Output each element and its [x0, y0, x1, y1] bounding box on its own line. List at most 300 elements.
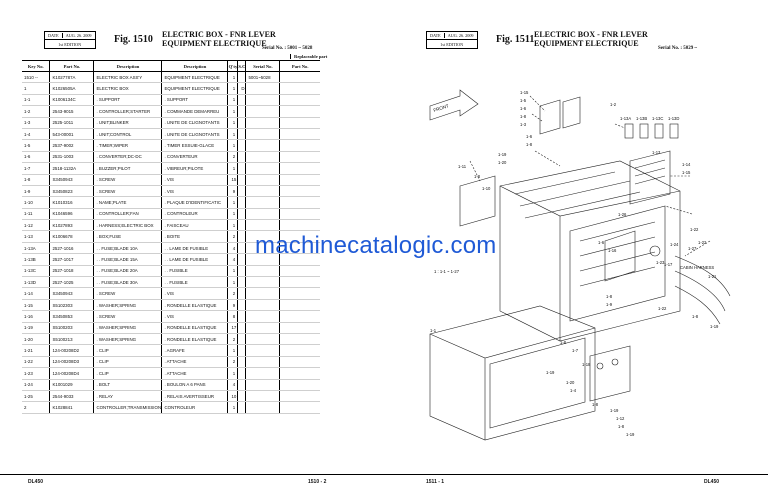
part-no-cell: S3450943: [50, 288, 94, 299]
callout-label: 1-2: [610, 102, 617, 107]
edition-label: 1st EDITION: [58, 41, 82, 47]
sc-cell: [238, 220, 246, 231]
figure-title-fr: EQUIPMENT ELECTRIQUE: [534, 39, 639, 48]
table-row: [22, 117, 320, 128]
description-en-cell: . CLIP: [94, 356, 162, 367]
description-en-cell: . UNIT;BLINKER: [94, 117, 162, 128]
repl-part-cell: [280, 402, 320, 413]
part-no-cell: 2543-9015: [50, 106, 94, 117]
description-fr-cell: . ATTACHE: [162, 356, 228, 367]
key-no-cell: 1: [22, 83, 50, 94]
col-part-no: Part No.: [50, 61, 94, 72]
description-en-cell: . SUPPORT: [94, 94, 162, 105]
description-en-cell: . SCREW: [94, 185, 162, 196]
callout-label: 1-22: [698, 240, 707, 245]
serial-cell: [246, 368, 280, 379]
description-en-cell: . BUZZER;PILOT: [94, 163, 162, 174]
description-fr-cell: . SUPPORT: [162, 94, 228, 105]
page-number: 1510 - 2: [308, 479, 327, 485]
key-no-cell: 1-14: [22, 288, 50, 299]
callout-label: 1-6: [598, 240, 605, 245]
table-row: [22, 140, 320, 151]
callout-label: 1-22: [658, 306, 667, 311]
description-fr-cell: . VIS: [162, 311, 228, 322]
serial-cell: [246, 151, 280, 162]
sc-cell: [238, 311, 246, 322]
table-row: [22, 72, 320, 83]
part-no-cell: 543-00001: [50, 128, 94, 139]
repl-part-cell: [280, 174, 320, 185]
front-label: FRONT: [432, 103, 450, 113]
serial-cell: [246, 208, 280, 219]
sc-cell: [238, 333, 246, 344]
qty-cell: 2: [228, 356, 238, 367]
part-no-cell: K1010316: [50, 197, 94, 208]
callout-label: 1-13: [652, 150, 661, 155]
qty-cell: 10: [228, 390, 238, 401]
description-en-cell: ELECTRIC BOX ASS'Y: [94, 72, 162, 83]
sc-cell: [238, 231, 246, 242]
part-no-cell: 124-00208D2: [50, 345, 94, 356]
description-fr-cell: . . FUSIBLE: [162, 265, 228, 276]
key-no-cell: 1-2: [22, 106, 50, 117]
callout-label: 1-15: [520, 90, 529, 95]
callout-label: 1-5: [520, 98, 527, 103]
description-fr-cell: . RONDELLE ELASTIQUE: [162, 299, 228, 310]
sc-cell: [238, 106, 246, 117]
fuse-13a: [625, 124, 633, 138]
table-row: [22, 174, 320, 185]
repl-part-cell: [280, 72, 320, 83]
key-no-cell: 1-8: [22, 174, 50, 185]
callout-label: 1-13B: [636, 116, 648, 121]
key-no-cell: 1-7: [22, 163, 50, 174]
exploded-parts-diagram: [420, 66, 750, 466]
repl-part-cell: [280, 345, 320, 356]
table-row: [22, 402, 320, 413]
repl-part-cell: [280, 356, 320, 367]
description-en-cell: . CONTROLLER;STARTER: [94, 106, 162, 117]
part-no-cell: 2525-1011: [50, 117, 94, 128]
description-fr-cell: . PLAQUE D'IDENTIFICATIC: [162, 197, 228, 208]
part-no-cell: S3450943: [50, 174, 94, 185]
repl-part-cell: [280, 368, 320, 379]
table-row: [22, 94, 320, 105]
sc-cell: [238, 390, 246, 401]
repl-part-cell: [280, 333, 320, 344]
key-no-cell: 1-16: [22, 311, 50, 322]
description-fr-cell: . COMMANDE DEMARREU: [162, 106, 228, 117]
table-row: [22, 345, 320, 356]
serial-cell: [246, 345, 280, 356]
key-no-cell: 1-23: [22, 368, 50, 379]
table-row: [22, 185, 320, 196]
serial-cell: [246, 311, 280, 322]
part-no-cell: S3450853: [50, 311, 94, 322]
description-en-cell: . TIMER;WIPER: [94, 140, 162, 151]
part-no-cell: 124-00208D3: [50, 356, 94, 367]
table-row: [22, 390, 320, 401]
serial-cell: [246, 197, 280, 208]
description-fr-cell: EQUIPMENT ELECTRIQUE: [162, 83, 228, 94]
serial-cell: [246, 185, 280, 196]
callout-label: 1-8: [560, 340, 567, 345]
table-header-row: [22, 61, 320, 72]
date-label: DATE: [45, 33, 63, 38]
col-key-no: Key No.: [22, 61, 50, 72]
table-row: [22, 208, 320, 219]
description-fr-cell: EQUIPMENT ELECTRIQUE: [162, 72, 228, 83]
table-row: [22, 322, 320, 333]
col-description-fr: Description: [162, 61, 228, 72]
callout-label: 1-4: [570, 388, 577, 393]
lower-enclosure: [430, 306, 595, 440]
inner-rails: [580, 222, 655, 286]
part-no-cell: S5100203: [50, 322, 94, 333]
sc-cell: D: [238, 83, 246, 94]
part-no-cell: S5102303: [50, 299, 94, 310]
serial-range: Serial No. : 5029 ~: [658, 46, 698, 51]
sc-cell: [238, 322, 246, 333]
sc-cell: [238, 402, 246, 413]
qty-cell: 9: [228, 185, 238, 196]
callout-label: 1-8: [606, 294, 613, 299]
table-row: [22, 379, 320, 390]
key-no-cell: 1-15: [22, 299, 50, 310]
description-en-cell: . NAME;PLATE: [94, 197, 162, 208]
description-fr-cell: . AGRAFE: [162, 345, 228, 356]
table-row: [22, 356, 320, 367]
qty-cell: 1: [228, 106, 238, 117]
qty-cell: 2: [228, 288, 238, 299]
part-no-cell: K1006678: [50, 231, 94, 242]
description-fr-cell: . BOULON A 6 PANS: [162, 379, 228, 390]
sc-cell: [238, 277, 246, 288]
part-no-cell: S3450823: [50, 185, 94, 196]
description-fr-cell: . . LAME DE FUSIBLE: [162, 254, 228, 265]
qty-cell: 1: [228, 208, 238, 219]
left-footer: [0, 474, 384, 485]
repl-part-cell: [280, 220, 320, 231]
part-no-cell: 2527-1018: [50, 265, 94, 276]
callout-label: 1-23: [656, 260, 665, 265]
callout-label: 1-8: [474, 174, 481, 179]
front-arrow: [430, 90, 478, 120]
serial-cell: [246, 333, 280, 344]
part-no-cell: K1026505A: [50, 83, 94, 94]
key-no-cell: 1-21: [22, 345, 50, 356]
serial-cell: [246, 288, 280, 299]
key-no-cell: 1510 --: [22, 72, 50, 83]
qty-cell: 4: [228, 379, 238, 390]
table-row: [22, 299, 320, 310]
part-no-cell: K1027787A: [50, 72, 94, 83]
main-box-top-edge: [500, 186, 680, 216]
sc-cell: [238, 117, 246, 128]
part-no-cell: 2527-1017: [50, 254, 94, 265]
part-no-cell: 124-00208D4: [50, 368, 94, 379]
serial-cell: [246, 140, 280, 151]
description-fr-cell: CONTROLEUR: [162, 402, 228, 413]
repl-part-cell: [280, 163, 320, 174]
description-fr-cell: . TIMER ESSUIE-GLACE: [162, 140, 228, 151]
description-fr-cell: . RONDELLE ELASTIQUE: [162, 333, 228, 344]
repl-part-cell: [280, 311, 320, 322]
callout-label: 1-20: [566, 380, 575, 385]
callout-label: 1-26: [618, 212, 627, 217]
key-no-cell: 1-4: [22, 128, 50, 139]
repl-part-cell: [280, 379, 320, 390]
callout-label: 1-13C: [652, 116, 664, 121]
key-no-cell: 2: [22, 402, 50, 413]
connector-a: [597, 363, 603, 369]
serial-cell: [246, 128, 280, 139]
serial-cell: [246, 220, 280, 231]
description-en-cell: . WASHER;SPRING: [94, 299, 162, 310]
key-no-cell: 1-13B: [22, 254, 50, 265]
description-en-cell: . SCREW: [94, 174, 162, 185]
fuse-13d: [670, 124, 678, 138]
col-repl-part-no: Part No.: [280, 61, 320, 72]
qty-cell: 2: [228, 231, 238, 242]
qty-cell: 1: [228, 72, 238, 83]
col-sc: S.C: [238, 61, 246, 72]
callout-label: 1-22: [690, 227, 699, 232]
table-row: [22, 163, 320, 174]
callout-label: 1-9: [606, 302, 613, 307]
repl-part-cell: [280, 140, 320, 151]
callout-label: 1-21: [708, 274, 717, 279]
description-fr-cell: . RONDELLE ELASTIQUE: [162, 322, 228, 333]
key-no-cell: 1-19: [22, 322, 50, 333]
callout-label: 1-13A: [620, 116, 632, 121]
sc-cell: [238, 208, 246, 219]
callout-label: 1-18: [582, 362, 591, 367]
description-fr-cell: . VIS: [162, 288, 228, 299]
sc-cell: [238, 72, 246, 83]
repl-part-cell: [280, 197, 320, 208]
description-en-cell: . CONVERTER;DC-DC: [94, 151, 162, 162]
part-no-cell: K1001029: [50, 379, 94, 390]
callout-label: 1-20: [498, 160, 507, 165]
fuse-13b: [640, 124, 648, 138]
sc-cell: [238, 163, 246, 174]
callout-label: 1-27: [688, 246, 697, 251]
qty-cell: 1: [228, 345, 238, 356]
repl-part-cell: [280, 288, 320, 299]
sc-cell: [238, 197, 246, 208]
callout-label: 1-6: [526, 134, 533, 139]
fan-controller: [460, 176, 495, 226]
col-qty: Q'ty: [228, 61, 238, 72]
part-no-cell: 2544-9033: [50, 390, 94, 401]
serial-cell: [246, 322, 280, 333]
edition-label: 1st EDITION: [440, 41, 464, 47]
main-box-outline: [500, 161, 680, 341]
buzzer: [650, 246, 660, 256]
key-no-cell: 1-10: [22, 197, 50, 208]
serial-cell: [246, 265, 280, 276]
description-en-cell: . . FUSE;BLADE 10A: [94, 242, 162, 253]
sc-cell: [238, 185, 246, 196]
sc-cell: [238, 128, 246, 139]
callout-label: 1-14: [682, 162, 691, 167]
description-en-cell: . RELAY: [94, 390, 162, 401]
description-en-cell: . CLIP: [94, 345, 162, 356]
table-row: [22, 151, 320, 162]
figure-number: Fig. 1510: [114, 34, 153, 45]
key-no-cell: 1-24: [22, 379, 50, 390]
sc-cell: [238, 345, 246, 356]
callout-label: 1-11: [458, 164, 467, 169]
description-en-cell: CONTROLLER;TRANSMISSION: [94, 402, 162, 413]
table-row: [22, 197, 320, 208]
serial-cell: [246, 390, 280, 401]
qty-cell: 1: [228, 220, 238, 231]
qty-cell: 9: [228, 299, 238, 310]
description-en-cell: . . FUSE;BLADE 30A: [94, 277, 162, 288]
part-no-cell: K1006134C: [50, 94, 94, 105]
callout-label: 1-24: [670, 242, 679, 247]
description-en-cell: . BOX;FUSE: [94, 231, 162, 242]
callout-label: 1-12: [616, 416, 625, 421]
sc-cell: [238, 265, 246, 276]
qty-cell: 1: [228, 117, 238, 128]
description-fr-cell: . VIS: [162, 174, 228, 185]
serial-cell: [246, 106, 280, 117]
serial-cell: 5001~5028: [246, 72, 280, 83]
description-fr-cell: . UNITE DE CLIGNOTANTS: [162, 117, 228, 128]
qty-cell: 1: [228, 277, 238, 288]
repl-part-cell: [280, 265, 320, 276]
description-en-cell: . CLIP: [94, 368, 162, 379]
table-row: [22, 220, 320, 231]
sc-cell: [238, 242, 246, 253]
qty-cell: 1: [228, 163, 238, 174]
description-fr-cell: . RELAIS AVERTISSEUR: [162, 390, 228, 401]
callout-label: 1-19: [498, 152, 507, 157]
description-en-cell: . UNIT;CONTROL: [94, 128, 162, 139]
repl-part-cell: [280, 277, 320, 288]
sc-cell: [238, 299, 246, 310]
repl-part-cell: [280, 106, 320, 117]
callout-label: 1-8: [520, 114, 527, 119]
key-no-cell: 1-3: [22, 117, 50, 128]
key-no-cell: 1-12: [22, 220, 50, 231]
relay-units: [540, 97, 580, 134]
date-box: [426, 31, 478, 49]
figure-title-en: ELECTRIC BOX - FNR LEVER: [162, 30, 276, 39]
description-en-cell: . WASHER;SPRING: [94, 322, 162, 333]
key-no-cell: 1-25: [22, 390, 50, 401]
qty-cell: 1: [228, 94, 238, 105]
table-row: [22, 128, 320, 139]
key-no-cell: 1-13A: [22, 242, 50, 253]
repl-part-cell: [280, 322, 320, 333]
callout-label: 1-8: [692, 314, 699, 319]
key-no-cell: 1-5: [22, 140, 50, 151]
table-row: [22, 83, 320, 94]
replaceable-part-header: Replaceable part: [290, 54, 327, 59]
serial-cell: [246, 277, 280, 288]
qty-cell: 1: [228, 140, 238, 151]
description-en-cell: . . FUSE;BLADE 20A: [94, 265, 162, 276]
fuse-box: [630, 151, 670, 204]
repl-part-cell: [280, 83, 320, 94]
key-no-cell: 1-11: [22, 208, 50, 219]
qty-cell: 2: [228, 333, 238, 344]
sc-cell: [238, 174, 246, 185]
key-no-cell: 1-13: [22, 231, 50, 242]
serial-cell: [246, 117, 280, 128]
description-fr-cell: . CONVERTEUR: [162, 151, 228, 162]
qty-cell: 1: [228, 402, 238, 413]
figure-number: Fig. 1511: [496, 34, 535, 45]
serial-cell: [246, 163, 280, 174]
sc-cell: [238, 368, 246, 379]
qty-cell: 1: [228, 128, 238, 139]
callout-label: 1-13D: [668, 116, 680, 121]
description-en-cell: . SCREW: [94, 288, 162, 299]
description-en-cell: . . FUSE;BLADE 15A: [94, 254, 162, 265]
callout-label: 1-8: [526, 142, 533, 147]
cabin-harness-label: CABIN HARNESS: [680, 265, 715, 270]
right-footer: [384, 474, 768, 485]
repl-part-cell: [280, 151, 320, 162]
key-no-cell: 1-9: [22, 185, 50, 196]
serial-cell: [246, 402, 280, 413]
part-no-cell: 2537-9002: [50, 140, 94, 151]
description-fr-cell: . UNITE DE CLIGNOTANTS: [162, 128, 228, 139]
watermark-text: machinecatalogic.com: [255, 232, 497, 259]
part-no-cell: S5100213: [50, 333, 94, 344]
date-label: DATE: [427, 33, 445, 38]
qty-cell: 1: [228, 265, 238, 276]
table-row: [22, 106, 320, 117]
serial-cell: [246, 379, 280, 390]
callout-label: 1-15: [682, 170, 691, 175]
table-row: [22, 333, 320, 344]
part-no-cell: K1027893: [50, 220, 94, 231]
serial-cell: [246, 174, 280, 185]
key-no-cell: 1-20: [22, 333, 50, 344]
table-row: [22, 368, 320, 379]
callout-label: 1-8: [618, 424, 625, 429]
key-no-cell: 1-13C: [22, 265, 50, 276]
model-label: DL450: [704, 479, 720, 485]
callout-label: 1-3: [520, 122, 527, 127]
qty-cell: 15: [228, 174, 238, 185]
callout-label: 1-19: [546, 370, 555, 375]
description-en-cell: . CONTROLLER;FAN: [94, 208, 162, 219]
col-description-en: Description: [94, 61, 162, 72]
description-fr-cell: . CONTROLEUR: [162, 208, 228, 219]
key-no-cell: 1-22: [22, 356, 50, 367]
description-en-cell: . SCREW: [94, 311, 162, 322]
sc-cell: [238, 379, 246, 390]
serial-cell: [246, 83, 280, 94]
repl-part-cell: [280, 185, 320, 196]
qty-cell: 4: [228, 242, 238, 253]
callout-label: 1-19: [710, 324, 719, 329]
repl-part-cell: [280, 128, 320, 139]
callout-label: 1-17: [664, 262, 673, 267]
qty-cell: 8: [228, 311, 238, 322]
sc-cell: [238, 288, 246, 299]
description-fr-cell: . . FUSIBLE: [162, 277, 228, 288]
date-box: [44, 31, 96, 49]
part-no-cell: K1046596: [50, 208, 94, 219]
